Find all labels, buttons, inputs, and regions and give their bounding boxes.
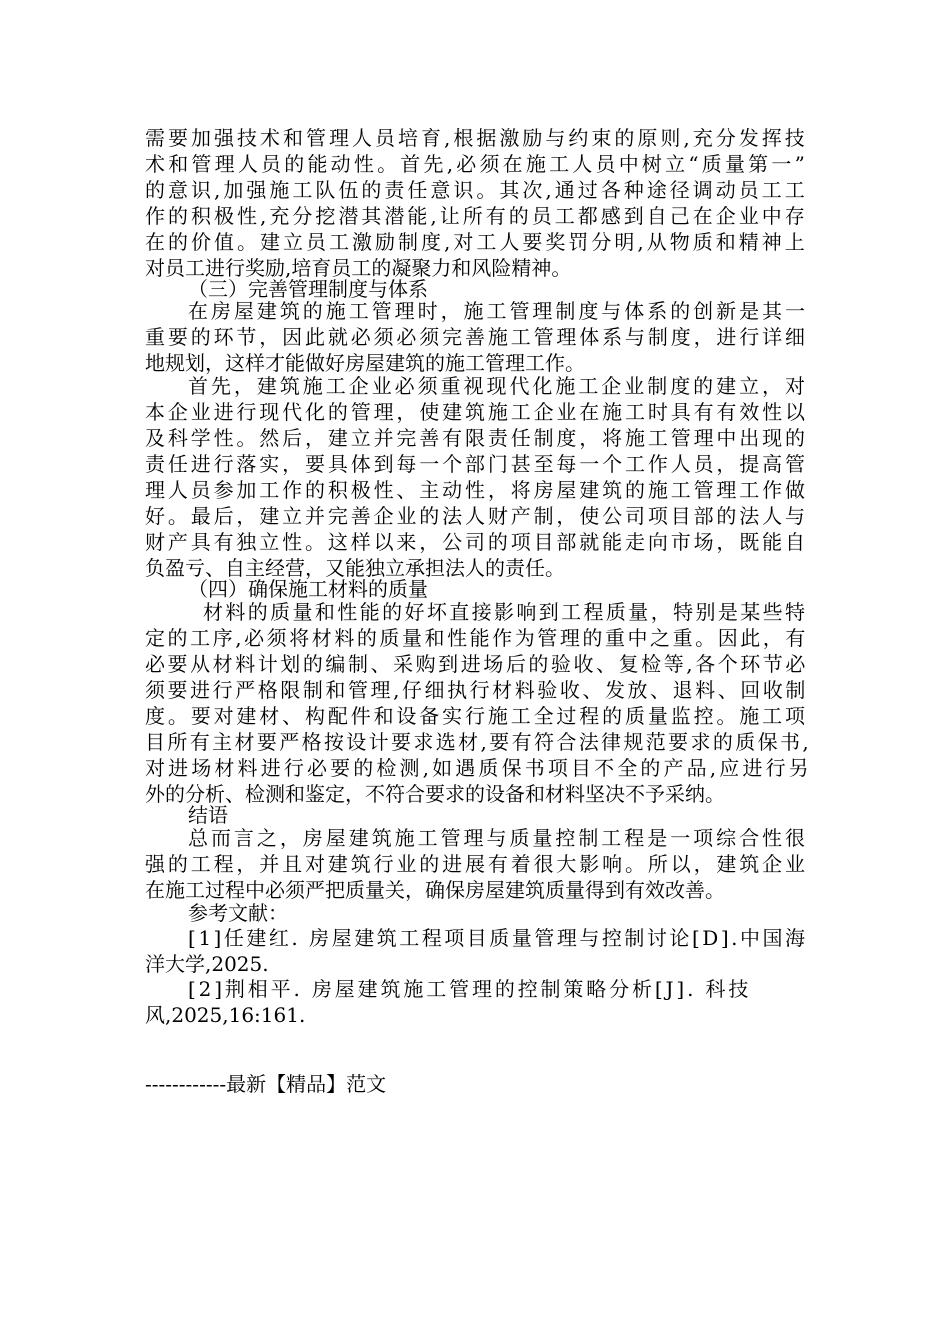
document-line: 在房屋建筑的施工管理时，施工管理制度与体系的创新是其一 <box>188 299 808 323</box>
document-line: 在施工过程中必须严把质量关，确保房屋建筑质量得到有效改善。 <box>145 878 725 902</box>
document-line: 对员工进行奖励,培育员工的凝聚力和风险精神。 <box>145 256 572 280</box>
document-line: 地规划，这样才能做好房屋建筑的施工管理工作。 <box>145 351 585 375</box>
document-line: 对进场材料进行必要的检测,如遇质保书项目不全的产品,应进行另 <box>145 756 812 780</box>
document-line: [1]任建红. 房屋建筑工程项目质量管理与控制讨论[D].中国海 <box>188 926 808 950</box>
document-line: 作的积极性,充分挖潜其潜能,让所有的员工都感到自己在企业中存 <box>145 204 808 228</box>
document-line: 负盈亏、自主经营，又能独立承担法人的责任。 <box>145 556 565 580</box>
document-line: 财产具有独立性。这样以来，公司的项目部就能走向市场，既能自 <box>145 530 808 554</box>
document-line: 必要从材料计划的编制、采购到进场后的验收、复检等,各个环节必 <box>145 652 808 676</box>
document-line: 度。要对建材、构配件和设备实行施工全过程的质量监控。施工项 <box>145 704 808 728</box>
footer-text: ------------最新【精品】范文 <box>145 1072 387 1096</box>
document-line: [2]荆相平. 房屋建筑施工管理的控制策略分析[J]. 科技 <box>188 977 752 1001</box>
document-line: 强的工程，并且对建筑行业的进展有着很大影响。所以，建筑企业 <box>145 852 808 876</box>
document-line: 洋大学,2025. <box>145 952 269 976</box>
document-line: 总而言之，房屋建筑施工管理与质量控制工程是一项综合性很 <box>188 826 808 850</box>
document-line: 的意识,加强施工队伍的责任意识。其次,通过各种途径调动员工工 <box>145 178 808 202</box>
document-line: （四）确保施工材料的质量 <box>188 577 428 601</box>
document-line: （三）完善管理制度与体系 <box>188 277 428 301</box>
document-line: 在的价值。建立员工激励制度,对工人要奖罚分明,从物质和精神上 <box>145 230 808 254</box>
document-line: 术和管理人员的能动性。首先,必须在施工人员中树立“质量第一” <box>145 152 809 176</box>
document-line: 目所有主材要严格按设计要求选材,要有符合法律规范要求的质保书, <box>145 730 812 754</box>
document-line: 参考文献： <box>188 901 288 925</box>
document-line: 需要加强技术和管理人员培育,根据激励与约束的原则,充分发挥技 <box>145 126 808 150</box>
document-line: 理人员参加工作的积极性、主动性，将房屋建筑的施工管理工作做 <box>145 478 808 502</box>
document-line: 结语 <box>188 803 228 827</box>
document-line: 外的分析、检测和鉴定，不符合要求的设备和材料坚决不予采纳。 <box>145 782 725 806</box>
document-line: 本企业进行现代化的管理，使建筑施工企业在施工时具有有效性以 <box>145 400 808 424</box>
document-line: 好。最后，建立并完善企业的法人财产制，使公司项目部的法人与 <box>145 504 808 528</box>
document-line: 材料的质量和性能的好坏直接影响到工程质量，特别是某些特 <box>203 600 808 624</box>
document-line: 风,2025,16:161. <box>145 1003 306 1027</box>
document-line: 重要的环节，因此就必须必须完善施工管理体系与制度，进行详细 <box>145 325 808 349</box>
document-line: 须要进行严格限制和管理,仔细执行材料验收、发放、退料、回收制 <box>145 678 808 702</box>
document-line: 首先，建筑施工企业必须重视现代化施工企业制度的建立，对 <box>188 374 808 398</box>
document-line: 及科学性。然后，建立并完善有限责任制度，将施工管理中出现的 <box>145 426 808 450</box>
document-line: 定的工序,必须将材料的质量和性能作为管理的重中之重。因此，有 <box>145 626 808 650</box>
document-line: 责任进行落实，要具体到每一个部门甚至每一个工作人员，提高管 <box>145 452 808 476</box>
